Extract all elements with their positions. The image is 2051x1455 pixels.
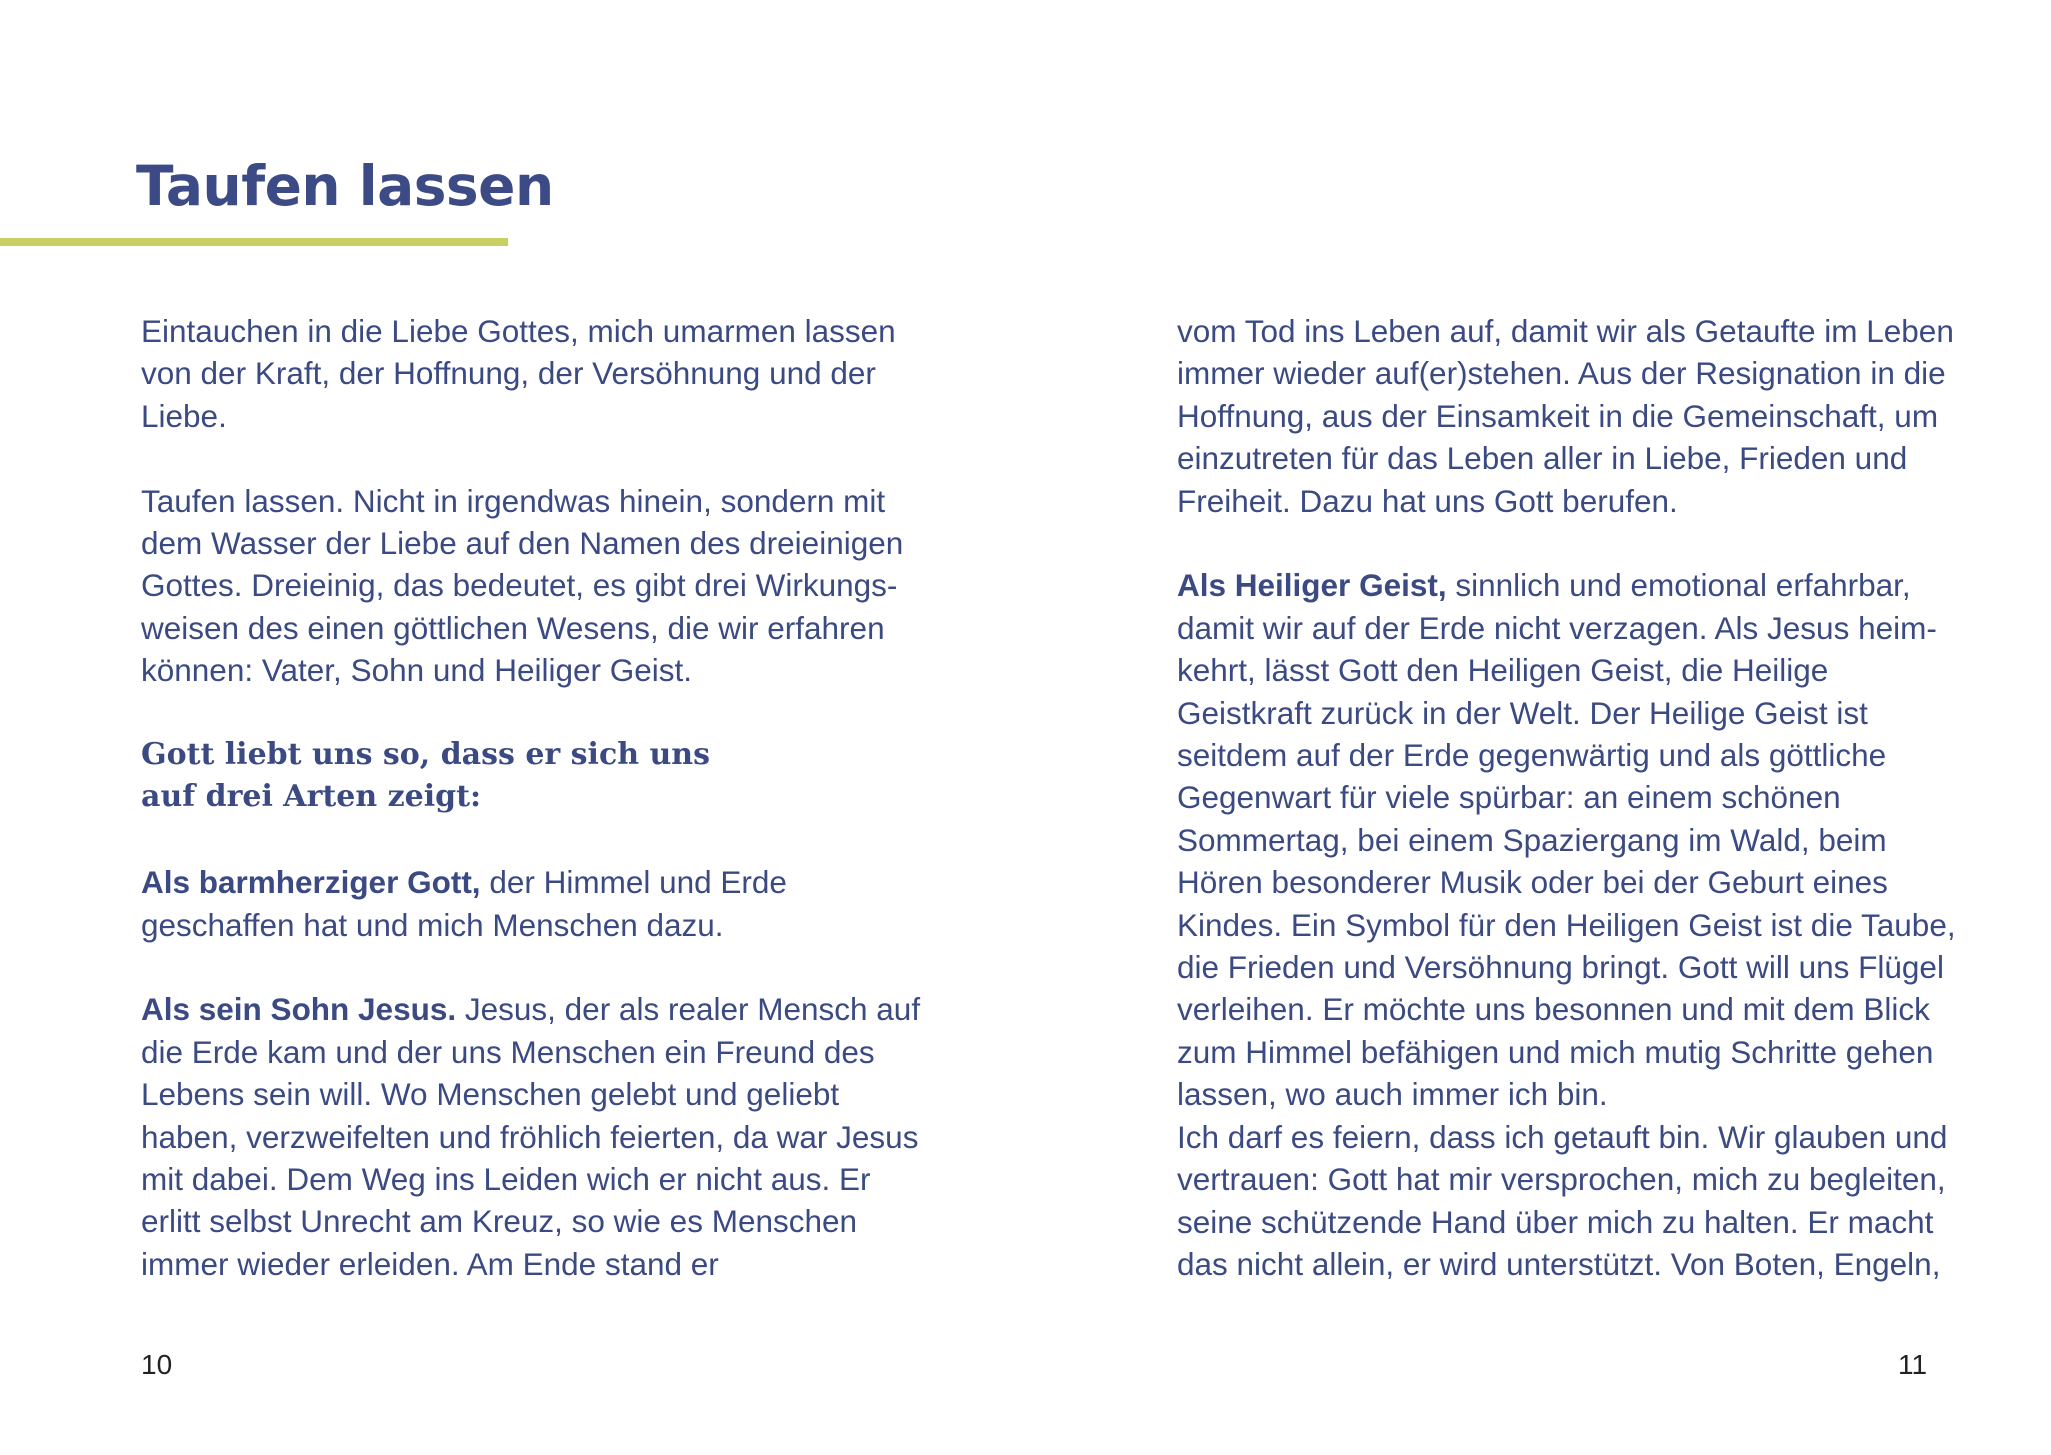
subheading-line-1: Gott liebt uns so, dass er sich uns bbox=[141, 737, 710, 773]
left-column bbox=[141, 310, 931, 1285]
son-text: Jesus, der als realer Mensch auf die Erde kam und der uns Menschen ein Freund des Lebens sein will. Wo Menschen gelebt und geliebt haben, verzweifelten und fröhlich feierten, da war Jesus mit dabei. Dem Weg ins Leiden wich er nicht aus. Er erlitt selbst Unrecht am Kreuz, so wie es Menschen immer wieder erleiden. Am Ende stand er bbox=[141, 991, 921, 1282]
baptism-celebration-paragraph: Ich darf es feiern, dass ich getauft bin. Wir glauben und vertrauen: Gott hat mir versprochen, mich zu begleiten, seine schützende Hand über mich zu halten. Er macht das nicht allein, er wird unterstützt. Von Boten, Engeln, bbox=[1177, 1118, 1948, 1282]
trinity-paragraph: Taufen lassen. Nicht in irgendwas hinein, sondern mit dem Wasser der Liebe auf den Namen des dreieinigen Gottes. Dreieinig, das bedeutet, es gibt drei Wirkungs-weisen des einen göttlichen Wesens, die wir erfahren können: Vater, Sohn und Heiliger Geist. bbox=[141, 482, 904, 689]
resurrection-paragraph: vom Tod ins Leben auf, damit wir als Getaufte im Leben immer wieder auf(er)stehen. Aus der Resignation in die Hoffnung, aus der Einsamkeit in die Gemeinschaft, um einzutreten für das Leben aller in Liebe, Frieden und Freiheit. Dazu hat uns Gott berufen. bbox=[1177, 313, 1954, 519]
father-lead: Als barmherziger Gott, bbox=[141, 864, 481, 901]
right-column bbox=[1177, 310, 1967, 1285]
subheading-line-2: auf drei Arten zeigt: bbox=[141, 779, 482, 815]
subheading bbox=[141, 734, 931, 819]
holy-spirit-lead: Als Heiliger Geist, bbox=[1177, 567, 1447, 604]
holy-spirit-paragraph bbox=[1177, 564, 1967, 1115]
father-text: der Himmel und Erde geschaffen hat und mich Menschen dazu. bbox=[141, 864, 787, 943]
page-number-right: 11 bbox=[1898, 1349, 1928, 1380]
intro-paragraph: Eintauchen in die Liebe Gottes, mich umarmen lassen von der Kraft, der Hoffnung, der Versöhnung und der Liebe. bbox=[141, 313, 896, 434]
page-number-left: 10 bbox=[141, 1349, 173, 1380]
son-paragraph bbox=[141, 988, 931, 1285]
son-lead: Als sein Sohn Jesus. bbox=[141, 991, 457, 1028]
page-title: Taufen lassen bbox=[136, 154, 554, 218]
holy-spirit-text: sinnlich und emotional erfahrbar, damit wir auf der Erde nicht verzagen. Als Jesus heim-kehrt, lässt Gott den Heiligen Geist, die Heilige Geistkraft zurück in der Welt. Der Heilige Geist ist seitdem auf der Erde gegenwärtig und als göttliche Gegenwart für viele spürbar: an einem schönen Sommertag, bei einem Spaziergang im Wald, beim Hören besonderer Musik oder bei der Geburt eines Kindes. Ein Symbol für den Heiligen Geist ist die Taube, die Frieden und Versöhnung bringt. Gott will uns Flügel verleihen. Er möchte uns besonnen und mit dem Blick zum Himmel befähigen und mich mutig Schritte gehen lassen, wo auch immer ich bin. bbox=[1177, 567, 1956, 1113]
title-underline-rule bbox=[0, 238, 508, 246]
father-paragraph bbox=[141, 861, 931, 946]
